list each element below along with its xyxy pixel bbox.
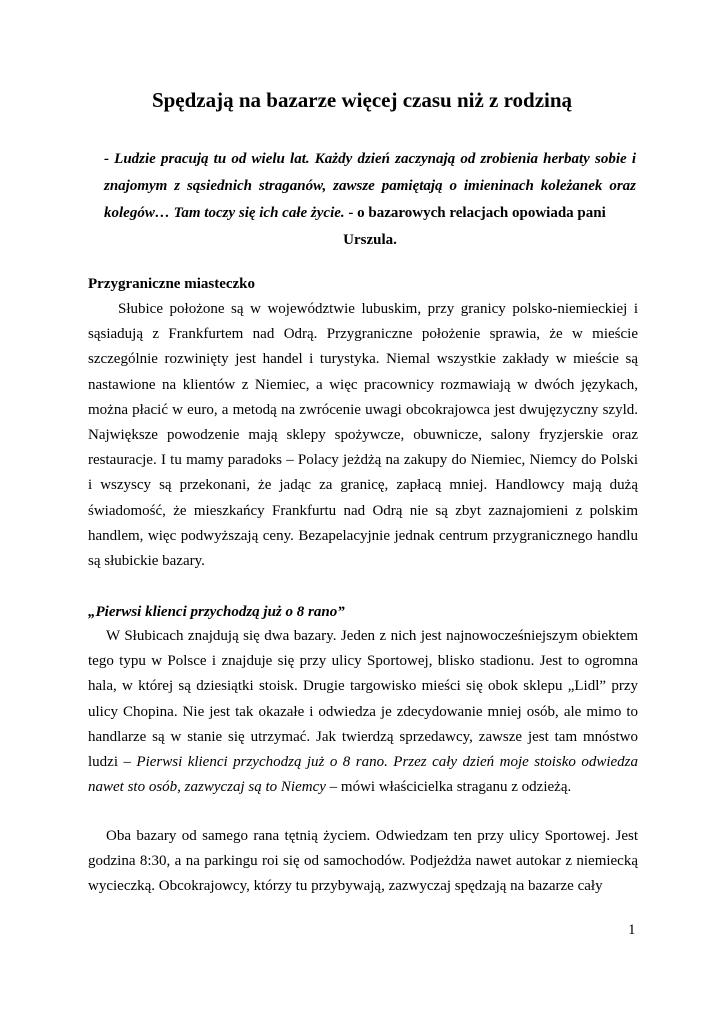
section-heading-first-clients: „Pierwsi klienci przychodzą już o 8 rano”	[88, 604, 345, 620]
section-body-border-town: Słubice położone są w województwie lubuskim, przy granicy polsko-niemieckiej i sąsiadują z Frankfurtem nad Odrą. Przygraniczne położenie sprawia, że w mieście szczególnie rozwinięty jest handel i turystyka. Niemal wszystkie zakłady w mieście są nastawione na klientów z Niemiec, a więc pracownicy rozmawiają w dwóch językach, można płacić w euro, a metodą na zwrócenie uwagi obcokrajowca jest dwujęzyczny szyld. Największe powodzenie mają sklepy spożywcze, obuwnicze, salony fryzjerskie oraz restauracje. I tu mamy paradoks – Polacy jeżdżą na zakupy do Niemiec, Niemcy do Polski i wszyscy są przekonani, że jadąc za granicę, zapłacą mniej. Handlowcy mają dużą świadomość, że mieszkańcy Frankfurtu nad Odrą nie są zbyt zaznajomieni z polskim handlem, więc podwyższają ceny. Bezapelacyjnie jednak centrum przygranicznego handlu są słubickie bazary.	[88, 301, 638, 570]
first-clients-text: W Słubicach znajdują się dwa bazary. Jeden z nich jest najnowocześniejszym obiektem tego typu w Polsce i znajduje się przy ulicy Sportowej, blisko stadionu. Jest to ogromna hala, w której są dziesiątki stoisk. Drugie targowisko mieści się obok sklepu „Lidl” przy ulicy Chopina. Nie jest tak okazałe i odwiedza je zdecydowanie mniej osób, ale mimo to handlarze są w stanie się utrzymać. Jak twierdzą sprzedawcy, zawsze jest tam mnóstwo ludzi –	[88, 628, 638, 771]
page-number: 1	[628, 922, 636, 938]
lead-attribution-end: Urszula.	[343, 232, 397, 248]
section-heading-border-town: Przygraniczne miasteczko	[88, 276, 256, 292]
lead-attribution: - o bazarowych relacjach opowiada pani	[344, 205, 606, 221]
article-title: Spędzają na bazarze więcej czasu niż z rodziną	[151, 88, 573, 112]
lead-quote: - Ludzie pracują tu od wielu lat. Każdy dzień zaczynają od zrobienia herbaty sobie i znajomym z sąsiednich straganów, zawsze pamiętają o imieninach koleżanek oraz kolegów… Tam toczy się ich całe życie.	[104, 151, 636, 221]
section-body-bazaar-visit: Oba bazary od samego rana tętnią życiem. Odwiedzam ten przy ulicy Sportowej. Jest godzina 8:30, a na parkingu roi się od samochodów. Podjeżdża nawet autokar z niemiecką wycieczką. Obcokrajowcy, którzy tu przybywają, zazwyczaj spędzają na bazarze cały	[88, 828, 638, 895]
section-body-first-clients	[88, 624, 638, 800]
lead-paragraph	[104, 146, 636, 254]
first-clients-quote: Pierwsi klienci przychodzą już o 8 rano. Przez cały dzień moje stoisko odwiedza nawet sto osób, zazwyczaj są to Niemcy	[88, 754, 639, 796]
first-clients-attribution: – mówi właścicielka straganu z odzieżą.	[325, 779, 572, 796]
